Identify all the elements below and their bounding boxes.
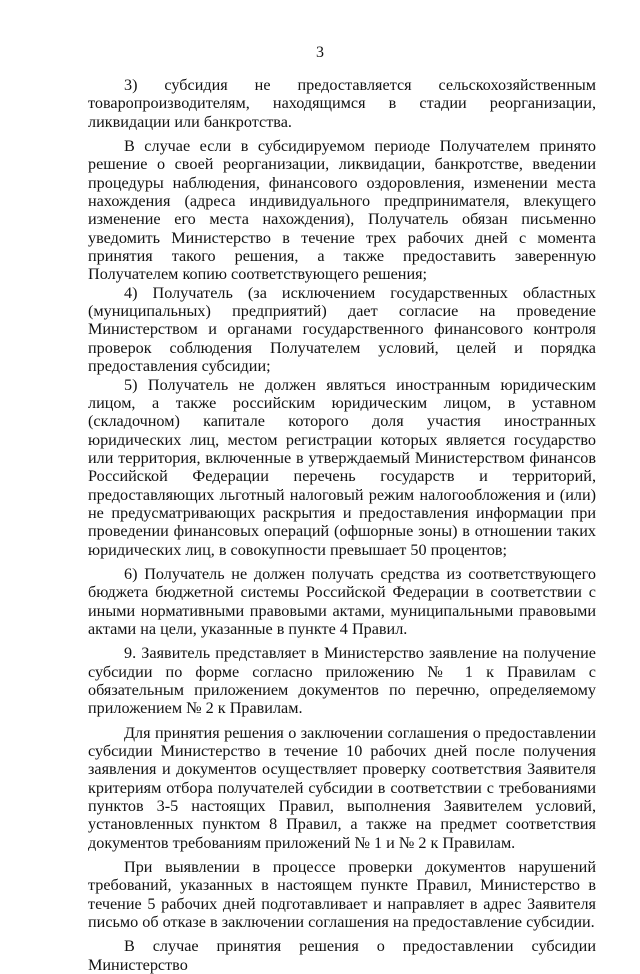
page-number: 3: [316, 44, 324, 61]
paragraph-clause-9-application: 9. Заявитель представляет в Министерство заявление на получение субсидии по форме согласно приложению № 1 к Правилам с обязательным приложением документов по перечню, определяемому приложением № 2 к Правилам.: [88, 644, 596, 718]
paragraph-item-3-no-subsidy-reorganization: 3) субсидия не предоставляется сельскохозяйственным товаропроизводителям, находящимся в стадии реорганизации, ликвидации или банкротства.: [88, 76, 596, 131]
paragraph-decision-to-grant: В случае принятия решения о предоставлении субсидии Министерство: [88, 937, 596, 974]
document-body: [88, 76, 596, 974]
paragraph-decision-verification: Для принятия решения о заключении соглашения о предоставлении субсидии Министерство в течение 10 рабочих дней после получения заявления и документов осуществляет проверку соответствия Заявителя критериям отбора получателей субсидии в соответствии с требованиями пунктов 3-5 настоящих Правил, выполнения Заявителем условий, установленных пунктом 8 Правил, а также на предмет соответствия документов требованиям приложений № 1 и № 2 к Правилам.: [88, 723, 596, 852]
paragraph-item-5-foreign-entity: 5) Получатель не должен являться иностранным юридическим лицом, а также российским юридическим лицом, в уставном (складочном) капитале которого доля участия иностранных юридических лиц, местом регистрации которых является государство или территория, включенные в утверждаемый Министерством финансов Российской Федерации перечень государств и территорий, предоставляющих льготный налоговый режим налогообложения и (или) не предусматривающих раскрытия и предоставления информации при проведении финансовых операций (офшорные зоны) в отношении таких юридических лиц, в совокупности превышает 50 процентов;: [88, 375, 596, 559]
paragraph-notification-obligation: В случае если в субсидируемом периоде Получателем принято решение о своей реорганизации, ликвидации, банкротстве, введении процедуры наблюдения, финансового оздоровления, изменении места нахождения (адреса индивидуального предпринимателя, влекущего изменение его места нахождения), Получатель обязан письменно уведомить Министерство в течение трех рабочих дней с момента принятия такого решения, а также предоставить заверенную Получателем копию соответствующего решения;: [88, 137, 596, 284]
paragraph-violations-refusal: При выявлении в процессе проверки документов нарушений требований, указанных в настоящем пункте Правил, Министерство в течение 5 рабочих дней подготавливает и направляет в адрес Заявителя письмо об отказе в заключении соглашения на предоставление субсидии.: [88, 858, 596, 932]
paragraph-item-6-other-budget-funds: 6) Получатель не должен получать средства из соответствующего бюджета бюджетной системы Российской Федерации в соответствии с иными нормативными правовыми актами, муниципальными правовыми актами на цели, указанные в пункте 4 Правил.: [88, 564, 596, 638]
paragraph-item-4-consent-to-inspections: 4) Получатель (за исключением государственных областных (муниципальных) предприятий) дает согласие на проведение Министерством и органами государственного финансового контроля проверок соблюдения Получателем условий, целей и порядка предоставления субсидии;: [88, 283, 596, 376]
